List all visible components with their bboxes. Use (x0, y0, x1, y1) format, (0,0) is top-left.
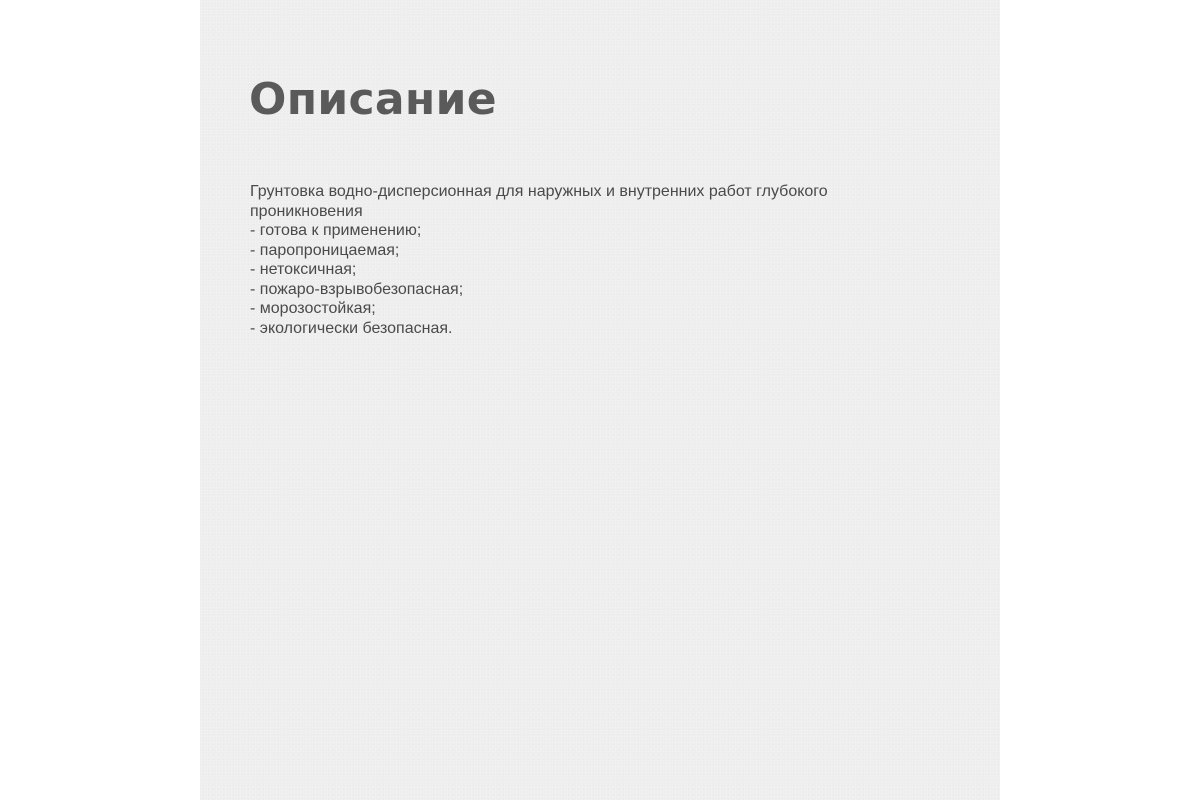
page-title: Описание (249, 74, 497, 125)
description-intro-line: Грунтовка водно-дисперсионная для наружных и внутренних работ глубокого (250, 183, 828, 200)
feature-list-item: - нетоксичная; (250, 261, 357, 278)
feature-list-item: - экологически безопасная. (250, 319, 453, 337)
feature-list-item: - пожаро-взрывобезопасная; (250, 280, 464, 298)
description-text (250, 182, 950, 338)
feature-list-item: - паропроницаемая; (250, 241, 400, 259)
feature-list-item: - морозостойкая; (250, 300, 376, 317)
feature-list-item: - готова к применению; (250, 222, 422, 239)
description-intro-line: проникновения (250, 202, 363, 220)
description-card (200, 0, 1000, 800)
